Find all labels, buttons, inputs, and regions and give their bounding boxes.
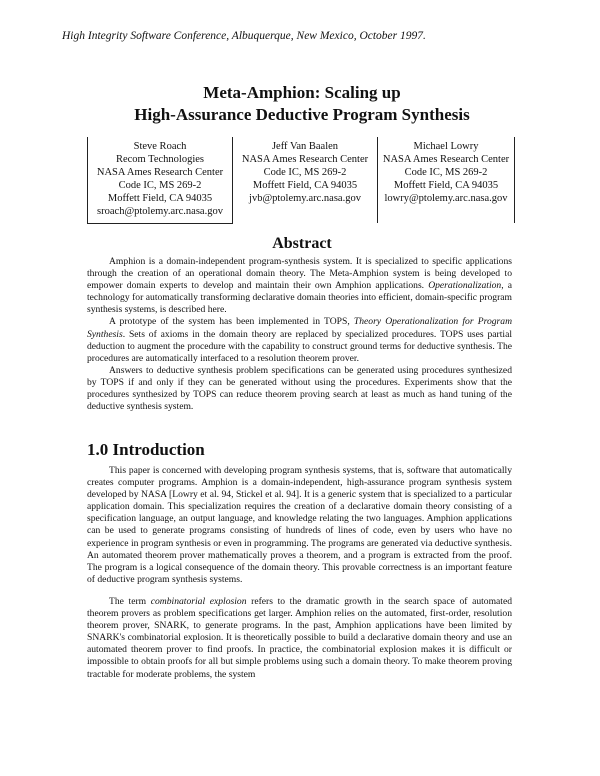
abstract-paragraph-3: Answers to deductive synthesis problem specifications can be generated using procedures synthesized by TOPS if and only if they can be generated without using the procedures. Experiments show that the procedures synthesized by TOPS can reduce theorem proving search at least as much as hand tuning of the deductive synthesis system. — [87, 364, 512, 413]
intro-paragraph-2: The term combinatorial explosion refers to the dramatic growth in the search space of automated theorem provers as problem specifications get larger. Amphion relies on the automated, first-order, resolution theorem prover, SNARK, to generate programs. In the past, Amphion applications have been limited by SNARK's combinatorial explosion. It is theoretically possible to build a declarative domain theory and use an automated theorem prover to find proofs. In practice, the combinatorial explosion makes it is difficult or impossible to obtain proofs for all but simple problems using such a domain theory. To make theorem proving tractable for moderate problems, the system — [87, 595, 513, 680]
author-name: Jeff Van Baalen — [271, 141, 339, 152]
author-city: Moffett Field, CA 94035 — [107, 193, 213, 205]
author-block-lowry — [378, 137, 515, 223]
author-affiliation: NASA Ames Research Center — [382, 154, 510, 166]
author-email: jvb@ptolemy.arc.nasa.gov — [249, 193, 361, 205]
author-city: Moffett Field, CA 94035 — [393, 180, 499, 192]
author-code: Code IC, MS 269-2 — [263, 167, 347, 179]
abstract-body — [87, 256, 512, 413]
author-block-van-baalen — [233, 137, 378, 223]
author-name: Steve Roach — [133, 141, 187, 152]
introduction-body — [87, 465, 512, 681]
running-header: High Integrity Software Conference, Albuquerque, New Mexico, October 1997. — [62, 30, 426, 42]
author-email: sroach@ptolemy.arc.nasa.gov — [97, 206, 223, 218]
title-line-2: High-Assurance Deductive Program Synthesis — [134, 105, 470, 124]
author-affiliation: NASA Ames Research Center — [241, 154, 369, 166]
abstract-paragraph-1: Amphion is a domain-independent program-synthesis system. It is specialized to specific applications through the creation of an operational domain theory. The Meta-Amphion system is being developed to empower domain experts to develop and maintain their own Amphion applications. Operationalization, a technology for automatically transforming declarative domain theories into efficient, domain-specific program synthesis systems, is described here. — [87, 256, 512, 316]
author-affiliation: NASA Ames Research Center — [96, 167, 224, 179]
abstract-paragraph-2: A prototype of the system has been implemented in TOPS, Theory Operationalization for Program Synthesis. Sets of axioms in the domain theory are replaced by specialized procedures. TOPS uses partial deduction to augment the procedure with the capability to construct ground terms for deductive synthesis. The procedures are automatically interfaced to a resolution theorem prover. — [87, 316, 512, 364]
author-table — [87, 137, 515, 224]
author-code: Code IC, MS 269-2 — [404, 167, 488, 179]
author-block-roach — [88, 137, 233, 223]
introduction-heading: 1.0 Introduction — [87, 440, 205, 459]
paper-title — [62, 82, 542, 126]
abstract-heading: Abstract — [272, 235, 332, 252]
author-city: Moffett Field, CA 94035 — [252, 180, 358, 192]
author-email: lowry@ptolemy.arc.nasa.gov — [384, 193, 508, 205]
author-code: Code IC, MS 269-2 — [118, 180, 202, 192]
intro-paragraph-1: This paper is concerned with developing program synthesis systems, that is, software that automatically creates computer programs. Amphion is a domain-independent, high-assurance program synthesis system developed by NASA [Lowry et al. 94, Stickel et al. 94]. It is a generic system that is specialized to a particular application domain. This specialization requires the creation of a declarative domain theory consisting of a specification language, an output language, and knowledge relating the two languages. Amphion applications can be used to generate programs consisting of hundreds of lines of code, even by users who have no experience in program synthesis or even in programming. The programs are generated via deductive synthesis. An automated theorem prover mathematically proves a theorem, and a program is extracted from the proof. The program is a logical consequence of the domain theory. This provable correctness is an important feature of deductive program synthesis systems. — [87, 465, 513, 585]
title-line-1: Meta-Amphion: Scaling up — [203, 83, 401, 102]
author-org: Recom Technologies — [115, 154, 204, 166]
author-name: Michael Lowry — [413, 141, 479, 152]
